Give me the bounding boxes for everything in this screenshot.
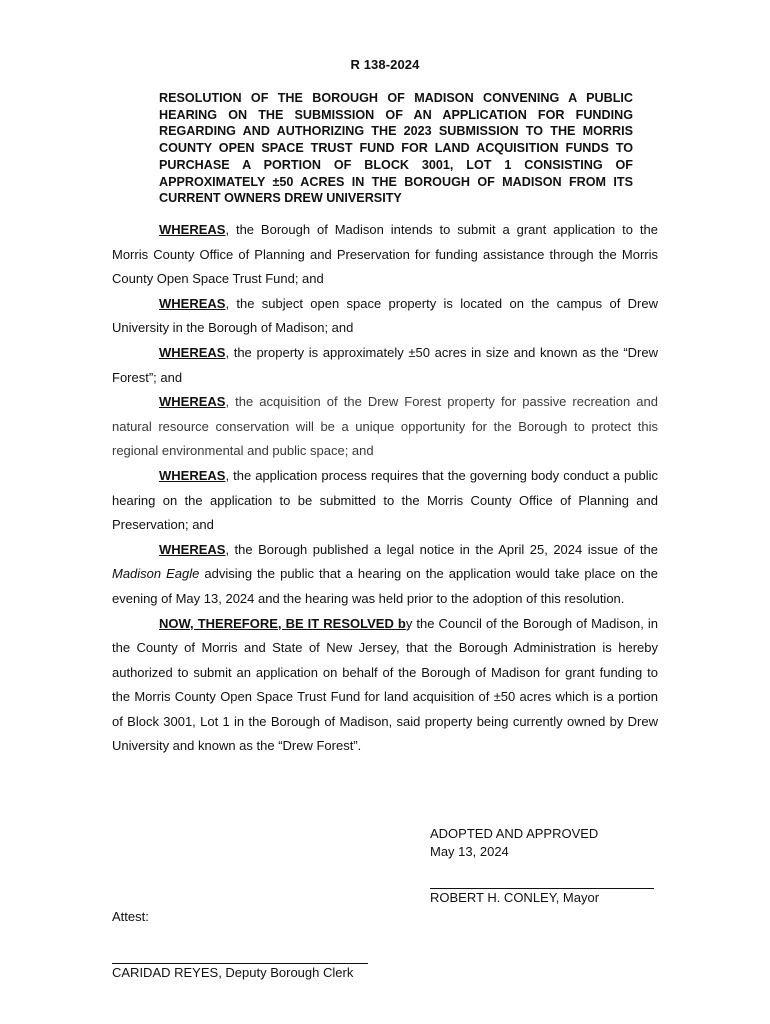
whereas-paragraph-3 <box>112 341 658 390</box>
whereas-keyword: WHEREAS <box>159 344 226 360</box>
whereas-keyword: WHEREAS <box>159 467 226 483</box>
adoption-block <box>430 825 598 861</box>
paragraph-text: , the subject open space property is located on the campus of Drew University in the Borough of Madison; and <box>112 295 658 336</box>
whereas-paragraph-1 <box>112 218 658 292</box>
paragraph-text: , the application process requires that the governing body conduct a public hearing on the application to be submitted to the Morris County Office of Planning and Preservation; and <box>112 467 658 533</box>
paragraph-text: , the acquisition of the Drew Forest property for passive recreation and natural resource conservation will be a unique opportunity for the Borough to protect this regional environmental and public space; and <box>112 394 658 459</box>
whereas-keyword: WHEREAS <box>159 541 226 557</box>
newspaper-name: Madison Eagle <box>112 566 200 582</box>
paragraph-text: , the property is approximately ±50 acres in size and known as the “Drew Forest”; and <box>112 344 658 385</box>
adopted-label: ADOPTED AND APPROVED <box>430 826 599 841</box>
clerk-signature-line <box>112 963 368 964</box>
paragraph-text: , the Borough published a legal notice in the April 25, 2024 issue of the <box>225 541 658 557</box>
mayor-name: ROBERT H. CONLEY, Mayor <box>430 890 600 905</box>
whereas-paragraph-2 <box>112 292 658 341</box>
attest-label: Attest: <box>112 909 149 924</box>
adopted-date: May 13, 2024 <box>430 844 509 859</box>
whereas-keyword: WHEREAS <box>159 394 226 410</box>
resolved-keyword: NOW, THEREFORE, BE IT RESOLVED b <box>159 615 406 631</box>
whereas-keyword: WHEREAS <box>159 222 226 237</box>
resolved-paragraph <box>112 612 658 760</box>
resolution-title: RESOLUTION OF THE BOROUGH OF MADISON CONVENING A PUBLIC HEARING ON THE SUBMISSION OF AN APPLICATION FOR FUNDING REGARDING AND AUTHORIZING THE 2023 SUBMISSION TO THE MORRIS COUNTY OPEN SPACE TRUST FUND FOR LAND ACQUISITION FUNDS TO PURCHASE A PORTION OF BLOCK 3001, LOT 1 CONSISTING OF APPROXIMATELY ±50 ACRES IN THE BOROUGH OF MADISON FROM ITS CURRENT OWNERS DREW UNIVERSITY <box>159 91 633 206</box>
paragraph-text: , the Borough of Madison intends to submit a grant application to the Morris County Office of Planning and Preservation for funding assistance through the Morris County Open Space Trust Fund; and <box>112 222 658 287</box>
whereas-paragraph-4 <box>112 390 658 464</box>
whereas-paragraph-5 <box>112 464 658 538</box>
paragraph-text: advising the public that a hearing on the application would take place on the evening of May 13, 2024 and the hearing was held prior to the adoption of this resolution. <box>112 566 658 606</box>
whereas-keyword: WHEREAS <box>159 295 226 311</box>
paragraph-text: y the Council of the Borough of Madison, in the County of Morris and State of New Jersey, that the Borough Administration is hereby authorized to submit an application on behalf of the Borough of Madison for grant funding to the Morris County Open Space Trust Fund for land acquisition of ±50 acres which is a portion of Block 3001, Lot 1 in the Borough of Madison, said property being currently owned by Drew University and known as the “Drew Forest”. <box>112 615 659 754</box>
resolution-body <box>112 218 658 759</box>
resolution-number: R 138-2024 <box>350 57 420 72</box>
mayor-signature-line <box>430 888 654 889</box>
whereas-paragraph-6 <box>112 538 658 612</box>
clerk-name: CARIDAD REYES, Deputy Borough Clerk <box>112 965 354 980</box>
